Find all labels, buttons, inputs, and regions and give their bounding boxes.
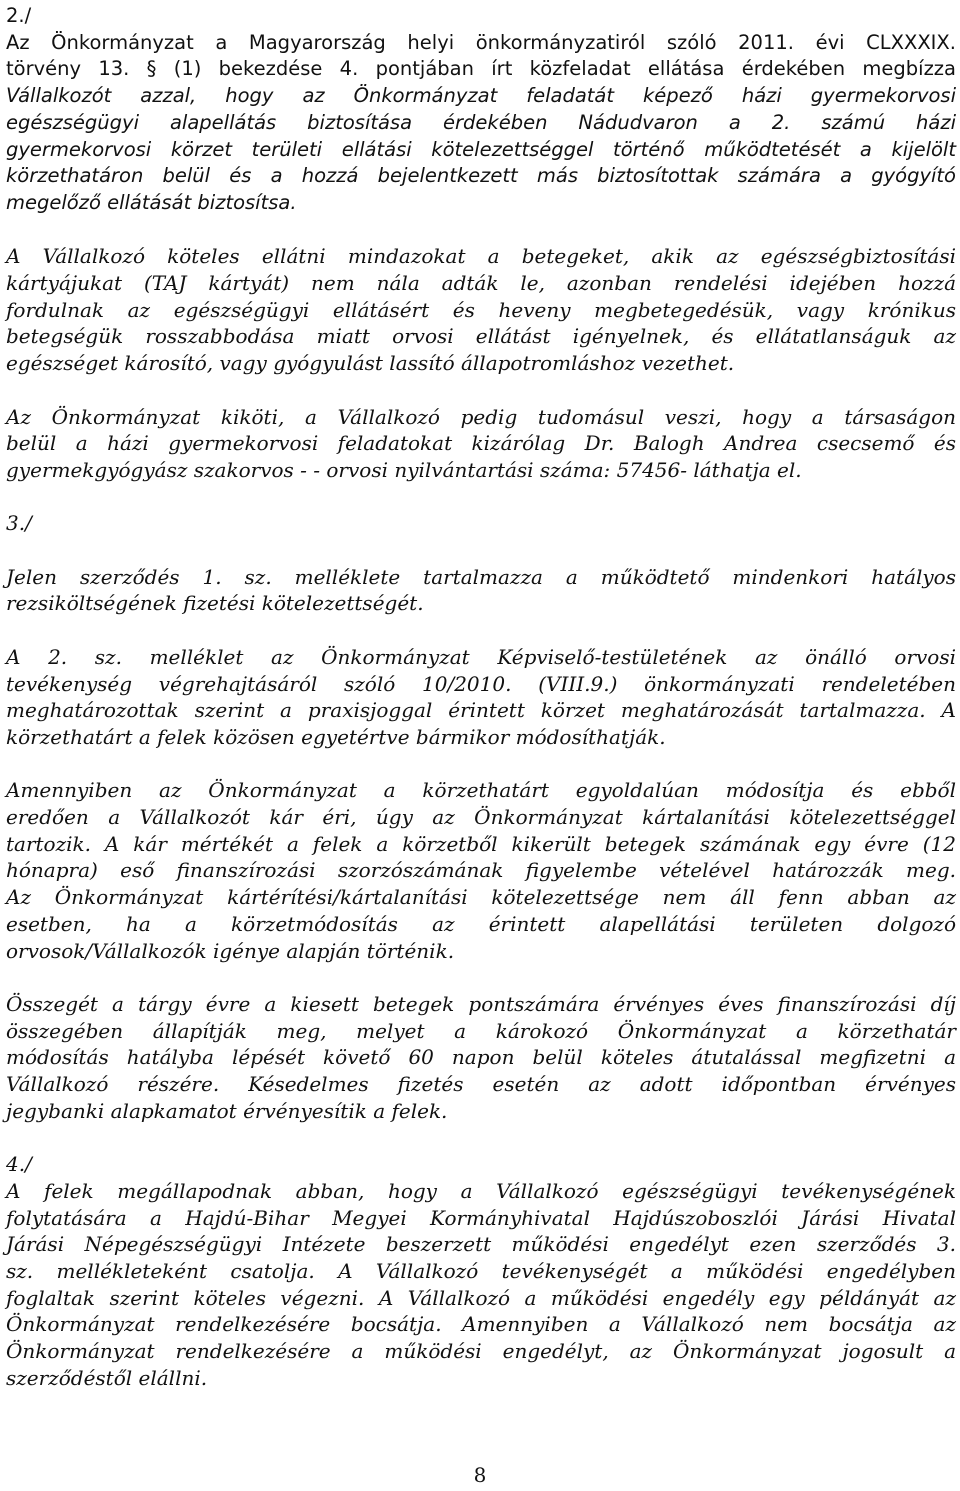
text-line: kártyájukat (TAJ kártyát) nem nála adták le, azonban rendelési idejében hozzá	[6, 271, 956, 296]
paragraph-3-2	[6, 644, 956, 751]
text-line: Vállalkozót azzal, hogy az Önkormányzat feladatát képező házi gyermekorvosi	[6, 84, 956, 108]
document-page	[6, 3, 956, 1391]
text-line: hónapra) eső finanszírozási szorzószámának figyelembe vételével határozzák meg.	[6, 858, 956, 883]
text-line: egészségügyi alapellátás biztosítása érdekében Nádudvaron a 2. számú házi	[6, 110, 956, 134]
text-line: orvosok/Vállalkozók igénye alapján történik.	[6, 938, 455, 963]
text-line: Vállalkozó részére. Késedelmes fizetés esetén az adott időpontban érvényes	[6, 1072, 956, 1097]
section-heading-3: 3./	[6, 511, 32, 536]
text-line: A felek megállapodnak abban, hogy a Vállalkozó egészségügyi tevékenységének	[6, 1178, 956, 1203]
text-line: Az Önkormányzat a Magyarország helyi önkormányzatiról szóló 2011. évi CLXXXIX.	[6, 30, 956, 54]
paragraph-3-4	[6, 991, 956, 1125]
paragraph-4-1	[6, 1178, 956, 1392]
text-line: törvény 13. § (1) bekezdése 4. pontjában írt közfeladat ellátása érdekében megbízza	[6, 57, 956, 81]
paragraph-2-3	[6, 404, 956, 484]
text-line: rezsiköltségének fizetési kötelezettségét.	[6, 591, 424, 616]
text-line: fordulnak az egészségügyi ellátásért és heveny megbetegedésük, vagy krónikus	[6, 297, 956, 322]
text-line: A 2. sz. melléklet az Önkormányzat Képviselő-testületének az önálló orvosi	[6, 644, 956, 669]
text-line: esetben, ha a körzetmódosítás az érintett alapellátási területen dolgozó	[6, 911, 956, 936]
text-line: sz. mellékleteként csatolja. A Vállalkozó tevékenységét a működési engedélyben	[6, 1258, 956, 1283]
text-line: A Vállalkozó köteles ellátni mindazokat a betegeket, akik az egészségbiztosítási	[6, 244, 956, 269]
text-line: Összegét a tárgy évre a kiesett betegek pontszámára érvényes éves finanszírozási díj	[6, 991, 956, 1016]
text-line: összegében állapítják meg, melyet a károkozó Önkormányzat a körzethatár	[6, 1018, 956, 1043]
text-line: folytatására a Hajdú-Bihar Megyei Kormányhivatal Hajdúszoboszlói Járási Hivatal	[6, 1205, 956, 1230]
text-line: meghatározottak szerint a praxisjoggal érintett körzet meghatározását tartalmazza. A	[6, 698, 956, 723]
text-line: körzethatárt a felek közösen egyetértve bármikor módosíthatják.	[6, 724, 666, 749]
text-line: jegybanki alapkamatot érvényesítik a felek.	[6, 1098, 448, 1123]
section-heading-2: 2./	[6, 4, 32, 27]
text-line: Amennyiben az Önkormányzat a körzethatárt egyoldalúan módosítja és ebből	[6, 778, 956, 803]
text-line: Az Önkormányzat kiköti, a Vállalkozó pedig tudomásul veszi, hogy a társaságon	[6, 404, 956, 429]
text-line: Járási Népegészségügyi Intézete beszerzett működési engedélyt ezen szerződés 3.	[6, 1232, 956, 1257]
page-number: 8	[473, 1463, 487, 1487]
text-line: tartozik. A kár mértékét a felek a körzetből kikerült betegek számának egy évre (12	[6, 831, 956, 856]
text-line: körzethatáron belül és a hozzá bejelentkezett más biztosítottak számára a gyógyító	[6, 164, 956, 188]
text-line: Az Önkormányzat kártérítési/kártalanítási kötelezettsége nem áll fenn abban az	[6, 885, 956, 910]
text-line: módosítás hatályba lépését követő 60 napon belül köteles átutalással megfizetni a	[6, 1045, 956, 1070]
text-line: gyermekgyógyász szakorvos - - orvosi nyilvántartási száma: 57456- láthatja el.	[6, 457, 802, 482]
text-line: tevékenység végrehajtásáról szóló 10/2010. (VIII.9.) önkormányzati rendeletében	[6, 671, 956, 696]
text-line: belül a házi gyermekorvosi feladatokat kizárólag Dr. Balogh Andrea csecsemő és	[6, 431, 956, 456]
paragraph-2-2	[6, 243, 956, 377]
text-line: eredően a Vállalkozót kár éri, úgy az Önkormányzat kártalanítási kötelezettséggel	[6, 805, 956, 829]
text-line: betegségük rosszabbodása miatt orvosi ellátást igényelnek, és ellátatlanságuk az	[6, 324, 956, 349]
text-line: Jelen szerződés 1. sz. melléklete tartalmazza a működtető mindenkori hatályos	[6, 564, 956, 589]
text-line: Önkormányzat rendelkezésére a működési engedélyt, az Önkormányzat jogosult a	[6, 1339, 956, 1364]
text-line: egészséget károsító, vagy gyógyulást lassító állapotromláshoz vezethet.	[6, 351, 735, 376]
section-heading-4: 4./	[6, 1152, 32, 1177]
text-line: Önkormányzat rendelkezésére bocsátja. Amennyiben a Vállalkozó nem bocsátja az	[6, 1312, 956, 1337]
paragraph-2-1	[6, 30, 956, 217]
paragraph-3-3	[6, 777, 956, 964]
text-line: megelőző ellátását biztosítsa.	[6, 190, 297, 214]
paragraph-3-1	[6, 564, 956, 617]
text-line: gyermekorvosi körzet területi ellátási kötelezettséggel történő működtetését a kijelölt	[6, 137, 956, 161]
text-line: foglaltak szerint köteles végezni. A Vállalkozó a működési engedély egy példányát az	[6, 1285, 956, 1310]
text-line: szerződéstől elállni.	[6, 1365, 208, 1390]
